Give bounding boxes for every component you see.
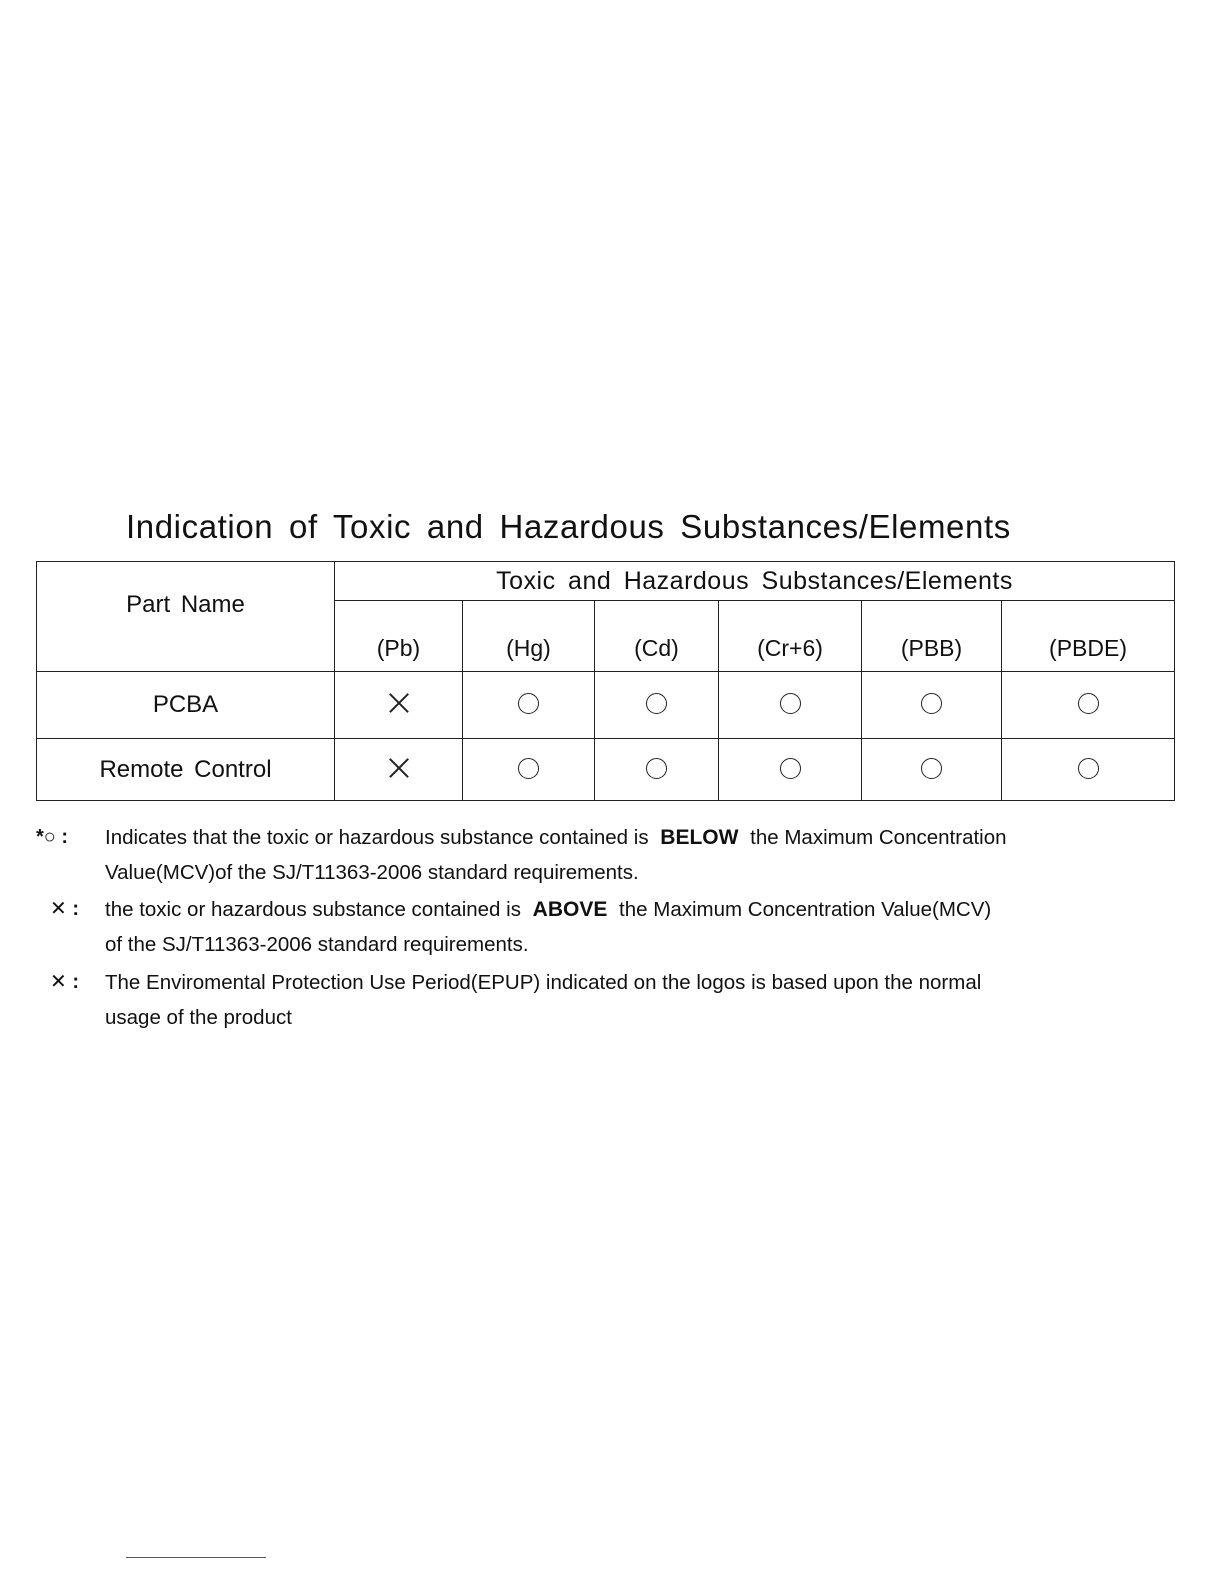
mark-cell <box>335 739 463 801</box>
table-header-row <box>37 562 1175 601</box>
mark-cell <box>719 739 862 801</box>
note-line: The Enviromental Protection Use Period(EPUP) indicated on the logos is based upon the normal <box>105 971 982 994</box>
note-line: the toxic or hazardous substance contained is ABOVE the Maximum Concentration Value(MCV) <box>105 898 992 921</box>
table-row <box>37 739 1175 801</box>
cross-mark-icon <box>388 692 410 714</box>
footer-rule <box>126 1557 266 1558</box>
note-line: Indicates that the toxic or hazardous substance contained is BELOW the Maximum Concentration <box>105 826 1007 849</box>
mark-cell <box>463 672 595 739</box>
element-header-pb: (Pb) <box>335 601 463 672</box>
circle-mark-icon <box>646 693 667 714</box>
substances-group-header: Toxic and Hazardous Substances/Elements <box>335 562 1175 601</box>
mark-cell <box>862 672 1002 739</box>
table-row <box>37 672 1175 739</box>
keyword-below: BELOW <box>660 826 739 849</box>
circle-mark-icon <box>1078 758 1099 779</box>
element-header-cd: (Cd) <box>595 601 719 672</box>
element-header-pbb: (PBB) <box>862 601 1002 672</box>
circle-mark-symbol: *○ : <box>36 826 69 848</box>
circle-mark-icon <box>780 693 801 714</box>
part-name-cell: Remote Control <box>37 739 335 801</box>
mark-cell <box>1002 739 1175 801</box>
mark-cell <box>335 672 463 739</box>
document-title: Indication of Toxic and Hazardous Substances/Elements <box>126 508 1011 545</box>
circle-mark-icon <box>646 758 667 779</box>
circle-mark-icon <box>518 693 539 714</box>
circle-mark-icon <box>780 758 801 779</box>
element-header-pbde: (PBDE) <box>1002 601 1175 672</box>
note-above-mcv <box>36 892 1196 962</box>
element-header-hg: (Hg) <box>463 601 595 672</box>
note-below-mcv <box>36 820 1196 890</box>
part-name-header: Part Name <box>37 562 335 672</box>
note-line: usage of the product <box>105 1006 292 1029</box>
notes-section <box>36 820 1196 1035</box>
circle-mark-icon <box>1078 693 1099 714</box>
mark-cell <box>463 739 595 801</box>
mark-cell <box>862 739 1002 801</box>
mark-cell <box>1002 672 1175 739</box>
note-line: Value(MCV)of the SJ/T11363-2006 standard requirements. <box>105 861 639 884</box>
note-line: of the SJ/T11363-2006 standard requirements. <box>105 933 529 956</box>
cross-mark-icon <box>388 757 410 779</box>
circle-mark-icon <box>921 758 942 779</box>
part-name-cell: PCBA <box>37 672 335 739</box>
cross-mark-symbol: ✕ : <box>50 898 79 920</box>
mark-cell <box>595 672 719 739</box>
element-header-cr6: (Cr+6) <box>719 601 862 672</box>
cross-mark-symbol: ✕ : <box>50 971 79 993</box>
mark-cell <box>595 739 719 801</box>
note-epup <box>36 965 1196 1035</box>
keyword-above: ABOVE <box>532 898 608 921</box>
circle-mark-icon <box>518 758 539 779</box>
mark-cell <box>719 672 862 739</box>
circle-mark-icon <box>921 693 942 714</box>
substances-table <box>36 561 1175 801</box>
